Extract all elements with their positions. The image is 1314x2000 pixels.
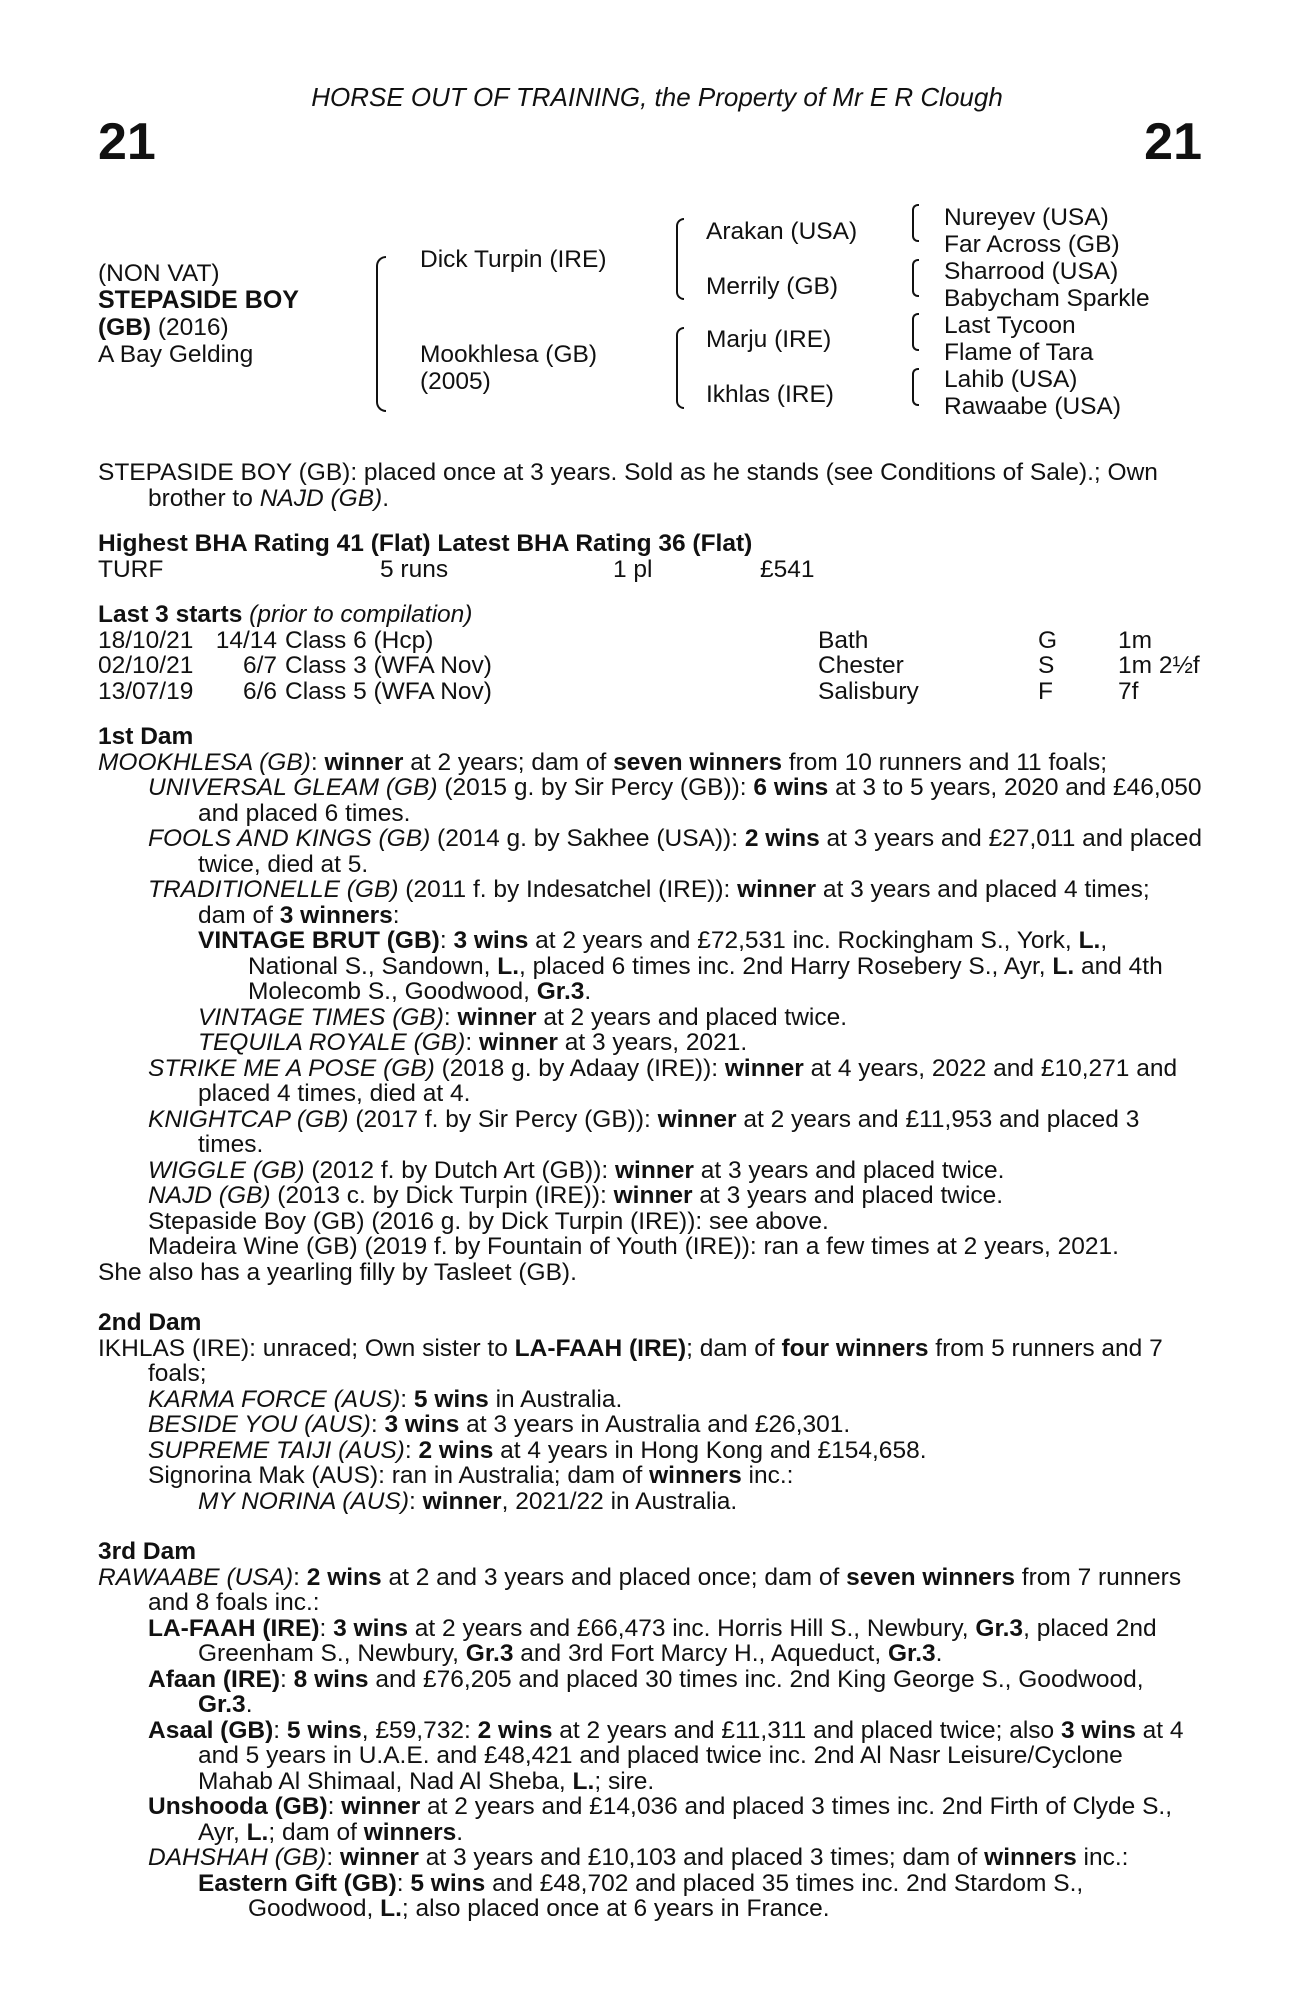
sire-dam: Merrily (GB) xyxy=(706,273,839,300)
race-record: TURF 5 runs 1 pl £541 xyxy=(98,555,815,583)
last3-dist: 7f xyxy=(1118,677,1139,705)
second-dam-heading: 2nd Dam xyxy=(98,1309,202,1336)
horse-year: (2016) xyxy=(151,314,229,341)
last3-going: G xyxy=(1038,626,1058,654)
dds: Lahib (USA) xyxy=(944,366,1078,393)
horse-name: STEPASIDE BOY xyxy=(98,286,299,314)
last3-cls: Class 5 (WFA Nov) xyxy=(285,677,492,705)
produce-line: NAJD (GB) (2013 c. by Dick Turpin (IRE)): winner at 3 years and placed twice. xyxy=(148,1182,1004,1209)
produce-line: FOOLS AND KINGS (GB) (2014 g. by Sakhee (USA)): 2 wins at 3 years and £27,011 and placed twice, died at 5. xyxy=(148,825,1203,878)
last3-cls: Class 6 (Hcp) xyxy=(285,626,434,654)
produce-line: Madeira Wine (GB) (2019 f. by Fountain of Youth (IRE)): ran a few times at 2 years, 2021. xyxy=(148,1233,1119,1260)
last3-pos: 14/14 xyxy=(215,626,277,654)
ssd: Far Across (GB) xyxy=(944,231,1120,258)
produce-line: WIGGLE (GB) (2012 f. by Dutch Art (GB)): winner at 3 years and placed twice. xyxy=(148,1156,1005,1184)
last3-pos: 6/7 xyxy=(242,652,277,679)
third-dam-line: RAWAABE (USA): 2 wins at 2 and 3 years and placed once; dam of seven winners from 7 runners and 8 foals inc.: xyxy=(98,1563,1182,1616)
gg-brace-2 xyxy=(912,259,919,297)
sss: Nureyev (USA) xyxy=(944,204,1109,231)
gg-brace-1 xyxy=(912,204,919,242)
catalogue-body xyxy=(98,460,1203,1922)
last3-cls: Class 3 (WFA Nov) xyxy=(285,652,492,679)
produce-line: LA-FAAH (IRE): 3 wins at 2 years and £66,473 inc. Horris Hill S., Newbury, Gr.3, placed 2nd Greenham S., Newbury, Gr.3 and 3rd Fort Marcy H., Aqueduct, Gr.3. xyxy=(148,1614,1157,1667)
first-dam-heading: 1st Dam xyxy=(98,723,194,750)
third-dam-heading: 3rd Dam xyxy=(98,1538,197,1565)
horse-country: (GB) xyxy=(98,314,152,341)
vat-status: (NON VAT) xyxy=(98,260,220,287)
produce-line: Stepaside Boy (GB) (2016 g. by Dick Turpin (IRE)): see above. xyxy=(148,1207,829,1235)
gg-brace-4 xyxy=(912,368,919,406)
last3-course: Chester xyxy=(818,652,904,679)
produce-line: BESIDE YOU (AUS): 3 wins at 3 years in Australia and £26,301. xyxy=(148,1411,851,1438)
produce-line: KARMA FORCE (AUS): 5 wins in Australia. xyxy=(148,1385,623,1413)
last3-course: Salisbury xyxy=(818,677,919,705)
gg-brace-3 xyxy=(912,313,919,351)
last3-dist: 1m xyxy=(1118,626,1153,654)
sdd: Babycham Sparkle xyxy=(944,285,1150,312)
dam-year: (2005) xyxy=(420,368,491,395)
ddd: Rawaabe (USA) xyxy=(944,393,1122,420)
last3-row xyxy=(98,679,1203,705)
dss: Last Tycoon xyxy=(944,312,1076,339)
last3-row xyxy=(98,653,1203,679)
bha-ratings: Highest BHA Rating 41 (Flat) Latest BHA Rating 36 (Flat) xyxy=(98,530,753,557)
last3-dist: 1m 2½f xyxy=(1118,652,1200,679)
sire: Dick Turpin (IRE) xyxy=(420,246,607,273)
horse-info xyxy=(98,260,299,368)
pedigree-brace xyxy=(376,256,386,412)
lot-number-right: 21 xyxy=(1144,113,1202,171)
produce-line: TEQUILA ROYALE (GB): winner at 3 years, 2021. xyxy=(198,1029,748,1056)
produce-line: VINTAGE TIMES (GB): winner at 2 years and placed twice. xyxy=(198,1003,848,1031)
first-dam-line: MOOKHLESA (GB): winner at 2 years; dam of seven winners from 10 runners and 11 foals; xyxy=(98,748,1108,776)
produce-line: Signorina Mak (AUS): ran in Australia; dam of winners inc.: xyxy=(148,1462,794,1489)
last3-pos: 6/6 xyxy=(242,677,277,705)
produce-line: KNIGHTCAP (GB) (2017 f. by Sir Percy (GB)): winner at 2 years and £11,953 and placed 3 times. xyxy=(148,1105,1140,1158)
last3-row xyxy=(98,628,1203,654)
horse-description: A Bay Gelding xyxy=(98,341,254,368)
dam-sire: Marju (IRE) xyxy=(706,326,832,353)
last3-going: F xyxy=(1038,677,1053,705)
last3-date: 02/10/21 xyxy=(98,652,194,679)
produce-line: VINTAGE BRUT (GB): 3 wins at 2 years and £72,531 inc. Rockingham S., York, L., National S., Sandown, L., placed 6 times inc. 2nd Harry Rosebery S., Ayr, L. and 4th Molecomb S., Goodwood, Gr.3. xyxy=(198,927,1163,1005)
produce-line: Eastern Gift (GB): 5 wins and £48,702 and placed 35 times inc. 2nd Stardom S., Goodwood, L.; also placed once at 6 years in France. xyxy=(198,1869,1084,1922)
page-header: HORSE OUT OF TRAINING, the Property of Mr E R Clough xyxy=(311,82,1003,112)
produce-line: MY NORINA (AUS): winner, 2021/22 in Australia. xyxy=(198,1487,738,1515)
produce-note: She also has a yearling filly by Tasleet (GB). xyxy=(98,1258,577,1286)
produce-line: STRIKE ME A POSE (GB) (2018 g. by Adaay (IRE)): winner at 4 years, 2022 and £10,271 and placed 4 times, died at 4. xyxy=(148,1054,1178,1107)
second-dam-line: IKHLAS (IRE): unraced; Own sister to LA-FAAH (IRE); dam of four winners from 5 runners and 7 foals; xyxy=(98,1334,1163,1387)
dam-brace xyxy=(676,327,684,409)
summary: STEPASIDE BOY (GB): placed once at 3 years. Sold as he stands (see Conditions of Sale).; Own brother to NAJD (GB). xyxy=(98,459,1158,512)
last3-going: S xyxy=(1038,652,1055,679)
sire-brace xyxy=(676,218,684,300)
dam: Mookhlesa (GB) xyxy=(420,341,598,368)
produce-line: Asaal (GB): 5 wins, £59,732: 2 wins at 2 years and £11,311 and placed twice; also 3 wins at 4 and 5 years in U.A.E. and £48,421 and placed twice inc. 2nd Al Nasr Leisure/Cyclone Mahab Al Shimaal, Nad Al Sheba, L.; sire. xyxy=(148,1716,1184,1795)
last3-course: Bath xyxy=(818,626,869,654)
dam-dam: Ikhlas (IRE) xyxy=(706,381,834,408)
produce-line: UNIVERSAL GLEAM (GB) (2015 g. by Sir Percy (GB)): 6 wins at 3 to 5 years, 2020 and £46,050 and placed 6 times. xyxy=(148,774,1202,827)
last3-date: 18/10/21 xyxy=(98,626,194,654)
last3-date: 13/07/19 xyxy=(98,677,194,705)
dsd: Flame of Tara xyxy=(944,339,1094,366)
produce-line: TRADITIONELLE (GB) (2011 f. by Indesatchel (IRE)): winner at 3 years and placed 4 times; dam of 3 winners: xyxy=(148,876,1150,929)
produce-line: DAHSHAH (GB): winner at 3 years and £10,103 and placed 3 times; dam of winners inc.: xyxy=(148,1844,1129,1871)
produce-line: Afaan (IRE): 8 wins and £76,205 and placed 30 times inc. 2nd King George S., Goodwood, Gr.3. xyxy=(148,1665,1144,1718)
lot-number-left: 21 xyxy=(98,113,156,171)
sire-sire: Arakan (USA) xyxy=(706,218,858,245)
last3-heading: Last 3 starts (prior to compilation) xyxy=(98,601,473,628)
produce-line: Unshooda (GB): winner at 2 years and £14,036 and placed 3 times inc. 2nd Firth of Clyde S., Ayr, L.; dam of winners. xyxy=(148,1793,1173,1846)
produce-line: SUPREME TAIJI (AUS): 2 wins at 4 years in Hong Kong and £154,658. xyxy=(148,1436,927,1464)
sds: Sharrood (USA) xyxy=(944,258,1119,285)
last3-table xyxy=(98,628,1203,705)
